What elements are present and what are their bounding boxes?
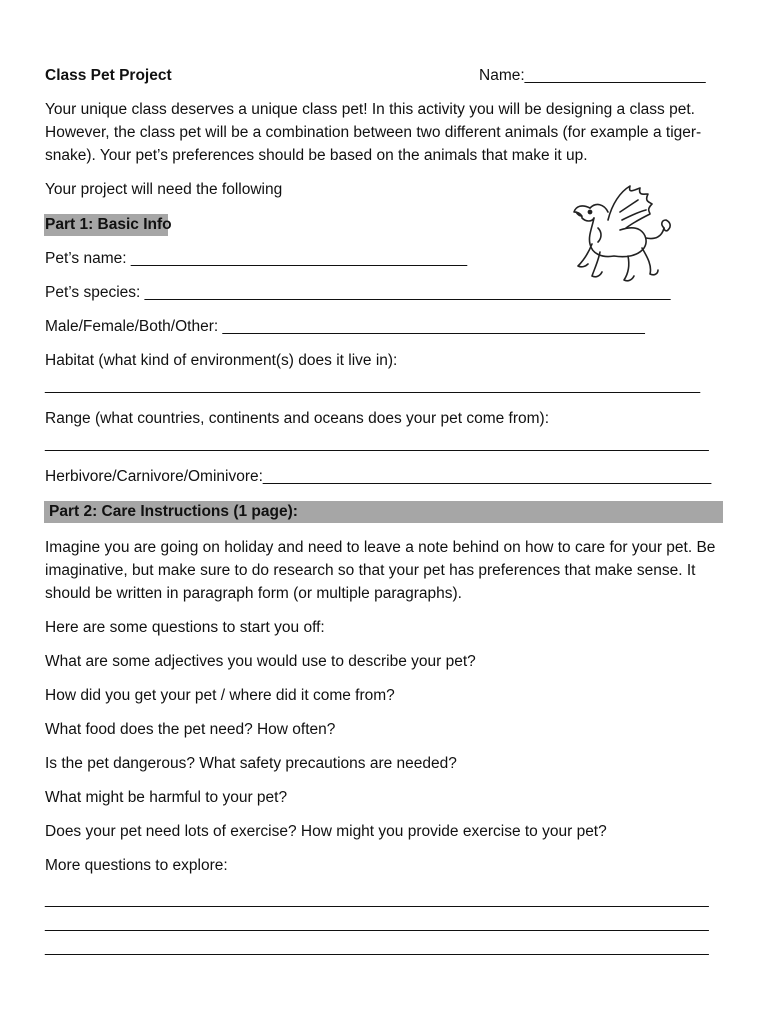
range-question: Range (what countries, continents and oceans does your pet come from): [45, 410, 550, 427]
part2-heading: Part 2: Care Instructions (1 page): [49, 503, 298, 520]
page-title: Class Pet Project [45, 67, 172, 84]
habitat-answer-line: ____________________________________________________________________________ [45, 377, 701, 394]
needs-text: Your project will need the following [45, 181, 283, 198]
part1-heading: Part 1: Basic Info [45, 216, 172, 233]
question-item: What might be harmful to your pet? [45, 789, 288, 806]
pet-species-field: Pet’s species: _____________________________________________________________ [45, 284, 671, 301]
question-item: What are some adjectives you would use to describe your pet? [45, 653, 476, 670]
intro-paragraph: Your unique class deserves a unique class pet! In this activity you will be designing a class pet. However, the class pet will be a combination between two different animals (for example a tiger-snake). Your pet’s preferences should be based on the animals that make it up. [45, 101, 702, 164]
part2-paragraph: Imagine you are going on holiday and need to leave a note behind on how to care for your pet. Be imaginative, but make sure to do research so that your pet has preferences that make sense. It should be written in paragraph form (or multiple paragraphs). [45, 539, 716, 602]
name-field: Name:_____________________ [479, 67, 706, 84]
griffin-icon [568, 182, 674, 288]
question-item: What food does the pet need? How often? [45, 721, 336, 738]
answer-line: _____________________________________________________________________________ [45, 915, 709, 932]
question-item: How did you get your pet / where did it come from? [45, 687, 395, 704]
diet-field: Herbivore/Carnivore/Ominivore:____________________________________________________ [45, 468, 712, 485]
habitat-question: Habitat (what kind of environment(s) does it live in): [45, 352, 398, 369]
gender-field: Male/Female/Both/Other: _________________________________________________ [45, 318, 645, 335]
question-item: More questions to explore: [45, 857, 228, 874]
questions-intro: Here are some questions to start you off: [45, 619, 325, 636]
question-item: Does your pet need lots of exercise? How might you provide exercise to your pet? [45, 823, 607, 840]
answer-line: _____________________________________________________________________________ [45, 939, 709, 956]
pet-name-field: Pet’s name: _______________________________________ [45, 250, 468, 267]
question-item: Is the pet dangerous? What safety precautions are needed? [45, 755, 457, 772]
answer-line: _____________________________________________________________________________ [45, 891, 709, 908]
range-answer-line: _____________________________________________________________________________ [45, 435, 709, 452]
